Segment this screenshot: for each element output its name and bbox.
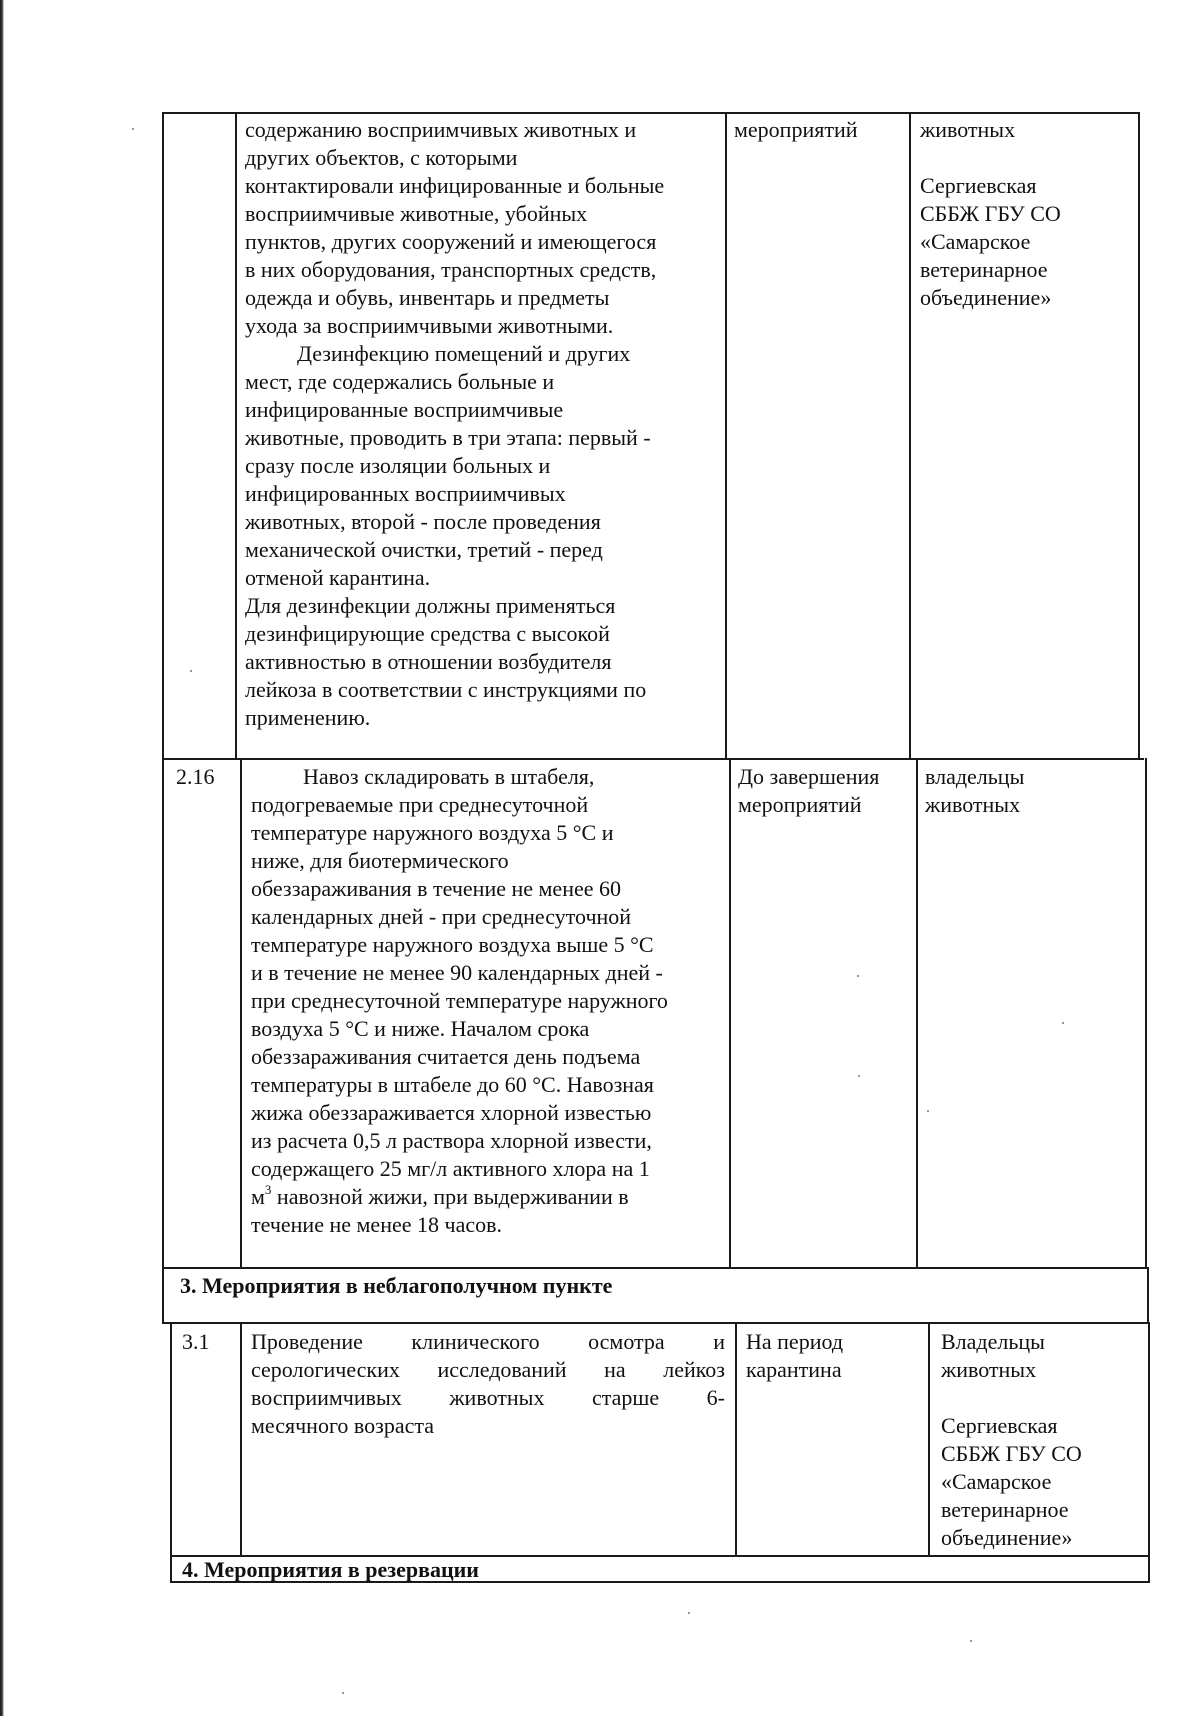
- measures-line: контактировали инфицированные и больные: [245, 173, 665, 198]
- disinfection-line: Дезинфекцию помещений и других: [297, 341, 631, 366]
- col-measures-divider-2: [729, 758, 731, 1268]
- measures-line: температуре наружного воздуха 5 °С и: [251, 820, 614, 845]
- col-left-border-2: [162, 758, 164, 1268]
- responsible-org-line: СББЖ ГБУ СО: [941, 1441, 1082, 1466]
- responsible-line: Владельцы: [941, 1329, 1045, 1354]
- responsible-org-line: Сергиевская: [941, 1413, 1058, 1438]
- measures-line: одежда и обувь, инвентарь и предметы: [245, 285, 610, 310]
- scan-speck: [927, 1110, 929, 1112]
- measures-line: воздуха 5 °С и ниже. Началом срока: [251, 1016, 590, 1041]
- section-3-bottom-border: [162, 1322, 1148, 1324]
- responsible-line: владельцы: [925, 764, 1025, 789]
- measures-line: в них оборудования, транспортных средств,: [245, 257, 657, 282]
- measures-line: обеззараживания в течение не менее 60: [251, 876, 622, 901]
- scan-speck: [970, 1640, 972, 1642]
- continued-row-measures: [245, 116, 664, 732]
- responsible-line: животных: [920, 117, 1016, 142]
- spacer: [941, 1384, 1082, 1412]
- measures-line: пунктов, других сооружений и имеющегося: [245, 229, 657, 254]
- deadline-line: карантина: [746, 1357, 842, 1382]
- measures-word: Проведение: [251, 1329, 363, 1354]
- agents-line: лейкоза в соответствии с инструкциями по: [245, 677, 647, 702]
- deadline-line: До завершения: [738, 764, 880, 789]
- responsible-org-line: «Самарское: [941, 1469, 1052, 1494]
- table-top-border: [162, 112, 1140, 114]
- scan-speck: [132, 128, 134, 130]
- col-deadline-divider-3: [928, 1322, 930, 1556]
- agents-line: Для дезинфекции должны применяться: [245, 593, 616, 618]
- col-deadline-divider-1: [909, 112, 911, 760]
- col-measures-divider-3: [735, 1322, 737, 1556]
- row-3-1-responsible: [941, 1328, 1082, 1552]
- scan-speck: [342, 1692, 344, 1694]
- disinfection-line: отменой карантина.: [245, 565, 431, 590]
- measures-line: месячного возраста: [251, 1413, 435, 1438]
- measures-justified-line: [251, 1384, 725, 1412]
- row-2-16-top-border: [162, 758, 1144, 760]
- responsible-org-line: ветеринарное: [941, 1497, 1069, 1522]
- disinfection-line: инфицированные восприимчивые: [245, 397, 564, 422]
- measures-line: ниже, для биотермического: [251, 848, 509, 873]
- responsible-org-line: ветеринарное: [920, 257, 1048, 282]
- row-2-16-measures: [251, 763, 668, 1239]
- measures-line: при среднесуточной температуре наружного: [251, 988, 668, 1013]
- unit-power: 3: [264, 1181, 272, 1197]
- measures-word: на: [604, 1357, 626, 1382]
- measures-line: и в течение не менее 90 календарных дней -: [251, 960, 663, 985]
- scan-speck: [1062, 1022, 1064, 1024]
- measures-word: исследований: [437, 1357, 567, 1382]
- unit-rest: навозной жижи, при выдерживании в: [271, 1184, 629, 1209]
- measures-word: восприимчивых: [251, 1385, 402, 1410]
- continued-row-responsible: [920, 116, 1061, 312]
- disinfection-line: мест, где содержались больные и: [245, 369, 555, 394]
- col-right-border-3: [1148, 1322, 1150, 1582]
- measures-word: лейкоз: [663, 1357, 725, 1382]
- row-2-16-deadline: [738, 763, 879, 819]
- measures-word: клинического: [411, 1329, 540, 1354]
- agents-line: активностью в отношении возбудителя: [245, 649, 612, 674]
- measures-word: старше: [592, 1385, 660, 1410]
- measures-word: 6-: [706, 1385, 725, 1410]
- measures-line: содержанию восприимчивых животных и: [245, 117, 637, 142]
- measures-word: осмотра: [588, 1329, 665, 1354]
- scan-speck: [858, 1075, 860, 1077]
- disinfection-line: животных, второй - после проведения: [245, 509, 601, 534]
- measures-justified-line: [251, 1328, 725, 1356]
- measures-line: содержащего 25 мг/л активного хлора на 1: [251, 1156, 650, 1181]
- agents-line: применению.: [245, 705, 371, 730]
- col-number-divider-1: [235, 112, 237, 760]
- disinfection-line: животные, проводить в три этапа: первый -: [245, 425, 651, 450]
- measures-word: серологических: [251, 1357, 400, 1382]
- measures-line: календарных дней - при среднесуточной: [251, 904, 632, 929]
- section-3-top-border: [162, 1267, 1148, 1269]
- disinfection-line: инфицированных восприимчивых: [245, 481, 566, 506]
- measures-line: подогреваемые при среднесуточной: [251, 792, 589, 817]
- responsible-line: животных: [941, 1357, 1037, 1382]
- scan-speck: [190, 670, 192, 672]
- col-right-border-2: [1145, 758, 1147, 1268]
- row-2-16-responsible: [925, 763, 1024, 819]
- responsible-org-line: Сергиевская: [920, 173, 1037, 198]
- measures-line: из расчета 0,5 л раствора хлорной извести,: [251, 1128, 652, 1153]
- spacer: [920, 144, 1061, 172]
- agents-line: дезинфицирующие средства с высокой: [245, 621, 610, 646]
- measures-word: и: [713, 1329, 725, 1354]
- responsible-org-line: объединение»: [920, 285, 1052, 310]
- measures-word: животных: [449, 1385, 545, 1410]
- responsible-org-line: СББЖ ГБУ СО: [920, 201, 1061, 226]
- measures-line-unit: [251, 1183, 668, 1211]
- deadline-line: На период: [746, 1329, 844, 1354]
- measures-line: других объектов, с которыми: [245, 145, 518, 170]
- measures-line: восприимчивые животные, убойных: [245, 201, 588, 226]
- col-number-divider-3: [240, 1322, 242, 1556]
- responsible-org-line: «Самарское: [920, 229, 1031, 254]
- responsible-line: животных: [925, 792, 1021, 817]
- measures-line: температуры в штабеле до 60 °С. Навозная: [251, 1072, 654, 1097]
- section-3-left-border: [162, 1267, 164, 1324]
- row-3-1-measures: [251, 1328, 725, 1440]
- scan-speck: [688, 1612, 690, 1614]
- section-3-right-border: [1147, 1267, 1149, 1324]
- col-deadline-divider-2: [916, 758, 918, 1268]
- disinfection-line: механической очистки, третий - перед: [245, 537, 603, 562]
- continued-row-deadline: мероприятий: [734, 117, 858, 142]
- measures-line: обеззараживания считается день подъема: [251, 1044, 641, 1069]
- col-measures-divider-1: [725, 112, 727, 760]
- measures-justified-line: [251, 1356, 725, 1384]
- measures-line: течение не менее 18 часов.: [251, 1212, 502, 1237]
- measures-line: Навоз складировать в штабеля,: [303, 764, 595, 789]
- col-left-border-3: [170, 1322, 172, 1582]
- col-number-divider-2: [240, 758, 242, 1268]
- unit-base: м: [251, 1184, 265, 1209]
- measures-line: жижа обеззараживается хлорной известью: [251, 1100, 652, 1125]
- responsible-org-line: объединение»: [941, 1525, 1073, 1550]
- row-3-1-number: 3.1: [182, 1329, 210, 1354]
- scan-speck: [857, 975, 859, 977]
- row-2-16-number: 2.16: [176, 764, 215, 789]
- section-3-title: 3. Мероприятия в неблагополучном пункте: [180, 1273, 613, 1298]
- measures-line: температуре наружного воздуха выше 5 °С: [251, 932, 654, 957]
- deadline-line: мероприятий: [738, 792, 862, 817]
- section-4-title: 4. Мероприятия в резервации: [182, 1557, 479, 1582]
- measures-line: ухода за восприимчивыми животными.: [245, 313, 614, 338]
- col-left-border-1: [162, 112, 164, 760]
- row-3-1-deadline: [746, 1328, 843, 1384]
- col-right-border-1: [1138, 112, 1140, 760]
- disinfection-line: сразу после изоляции больных и: [245, 453, 551, 478]
